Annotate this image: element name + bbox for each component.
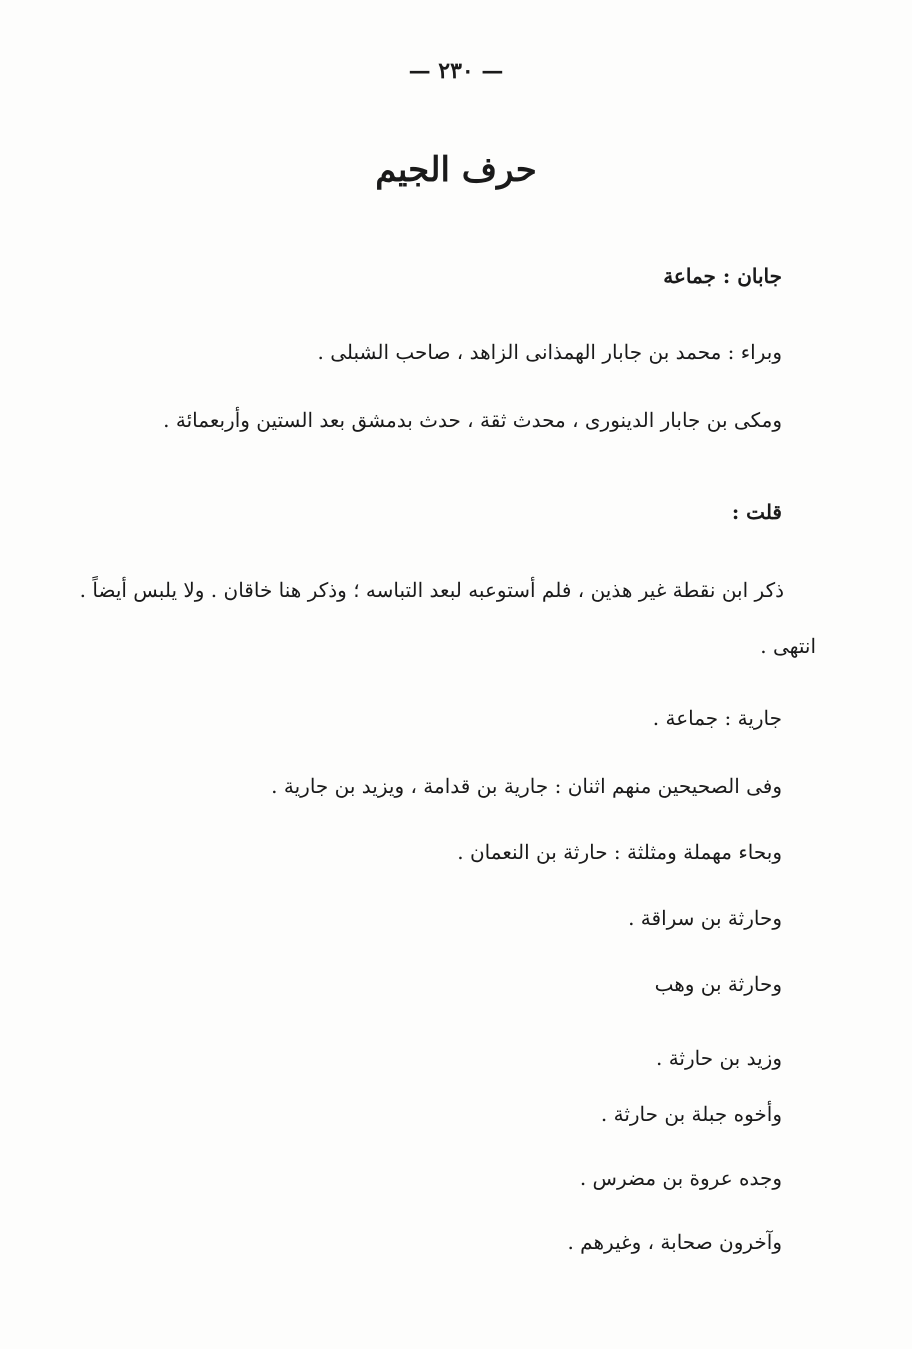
entry-line: وأخوه جبلة بن حارثة .: [600, 1102, 782, 1126]
note-heading: قلت :: [731, 500, 782, 524]
entry-jaban: جابان : جماعة: [663, 264, 782, 288]
entry-line: وزيد بن حارثة .: [655, 1046, 782, 1070]
entry-line: وحارثة بن وهب: [654, 972, 782, 996]
note-end: انتهى .: [760, 634, 816, 658]
page-number: — ٢٣٠ —: [408, 58, 504, 84]
chapter-title: حرف الجيم: [375, 150, 537, 190]
note-text: ذكر ابن نقطة غير هذين ، فلم أستوعبه لبعد التباسه ؛ وذكر هنا خاقان . ولا يلبس أيضاً .: [79, 578, 784, 602]
entry-line: وجده عروة بن مضرس .: [579, 1166, 782, 1190]
entry-line: وفى الصحيحين منهم اثنان : جارية بن قدامة ، ويزيد بن جارية .: [271, 774, 782, 798]
entry-line: وآخرون صحابة ، وغيرهم .: [567, 1230, 782, 1254]
entry-line: وبحاء مهملة ومثلثة : حارثة بن النعمان .: [457, 840, 782, 864]
entry-line: وبراء : محمد بن جابار الهمذانى الزاهد ، صاحب الشبلى .: [317, 340, 782, 364]
entry-jariya: جارية : جماعة .: [652, 706, 782, 730]
entry-line: وحارثة بن سراقة .: [628, 906, 782, 930]
entry-line: ومكى بن جابار الدينورى ، محدث ثقة ، حدث بدمشق بعد الستين وأربعمائة .: [163, 408, 782, 432]
